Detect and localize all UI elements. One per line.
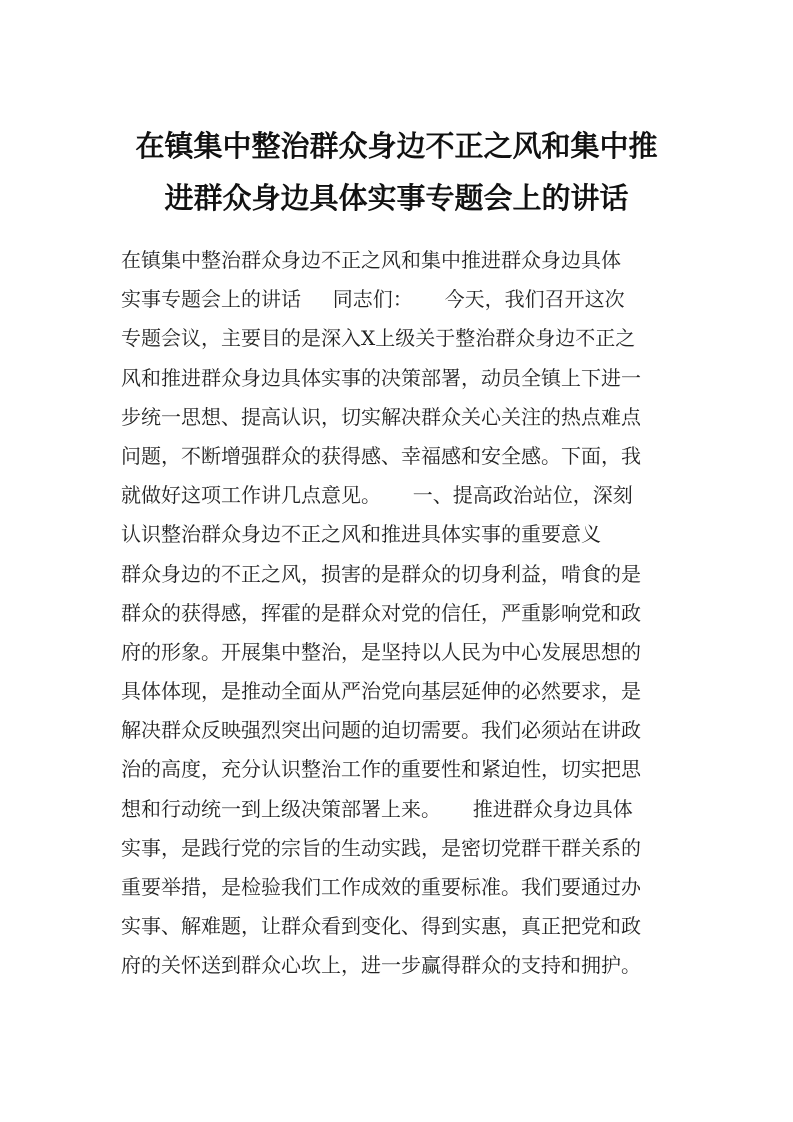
body-line: 具体体现，是推动全面从严治党向基层延伸的必然要求，是: [121, 679, 641, 704]
body-line: 实事、解难题，让群众看到变化、得到实惠，真正把党和政: [121, 914, 641, 939]
body-line: 问题，不断增强群众的获得感、幸福感和安全感。下面，我: [121, 443, 641, 468]
body-line: 认识整治群众身边不正之风和推进具体实事的重要意义: [121, 522, 601, 547]
body-line: 在镇集中整治群众身边不正之风和集中推进群众身边具体: [121, 248, 621, 272]
body-line: 实事专题会上的讲话 同志们： 今天，我们召开这次: [121, 287, 625, 312]
body-line: 就做好这项工作讲几点意见。 一、提高政治站位，深刻: [121, 483, 633, 508]
body-line: 重要举措，是检验我们工作成效的重要标准。我们要通过办: [121, 875, 641, 899]
body-line: 风和推进群众身边具体实事的决策部署，动员全镇上下进一: [121, 365, 641, 390]
document-title: [60, 120, 733, 224]
title-line-1: 在镇集中整治群众身边不正之风和集中推: [135, 129, 658, 163]
title-line-2: 进群众身边具体实事专题会上的讲话: [164, 181, 629, 215]
body-line: 群众的获得感，挥霍的是群众对党的信任，严重影响党和政: [121, 600, 641, 625]
body-line: 专题会议，主要目的是深入X上级关于整治群众身边不正之: [121, 326, 636, 351]
body-line: 府的关怀送到群众心坎上，进一步赢得群众的支持和拥护。: [121, 953, 641, 978]
body-line: 步统一思想、提高认识，切实解决群众关心关注的热点难点: [121, 404, 641, 429]
body-line: 府的形象。开展集中整治，是坚持以人民为中心发展思想的: [121, 639, 641, 664]
body-line: 想和行动统一到上级决策部署上来。 推进群众身边具体: [121, 796, 633, 821]
body-line: 治的高度，充分认识整治工作的重要性和紧迫性，切实把思: [121, 757, 641, 782]
body-line: 群众身边的不正之风，损害的是群众的切身利益，啃食的是: [121, 561, 641, 586]
body-line: 实事，是践行党的宗旨的生动实践，是密切党群干群关系的: [121, 835, 641, 860]
body-line: 解决群众反映强烈突出问题的迫切需要。我们必须站在讲政: [121, 718, 641, 743]
document-body: [121, 241, 681, 986]
